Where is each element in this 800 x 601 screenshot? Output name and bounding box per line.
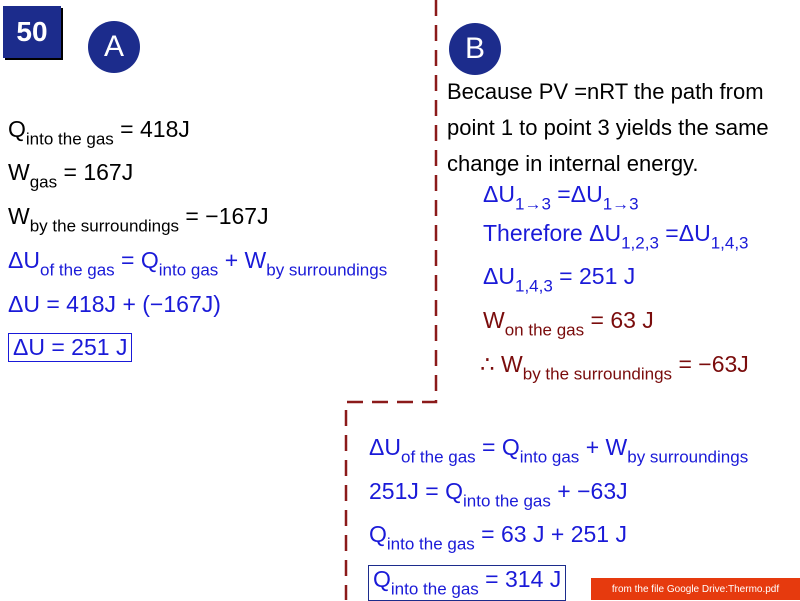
delta-u-result-box: ΔU = 251 J: [8, 333, 132, 362]
heat-into-gas-equation: $Q_{into the gas} = 418J$: [8, 116, 190, 149]
work-by-surroundings-result-equation: ∴ $W_{by the surroundings} = -63J$: [480, 351, 749, 384]
heat-sum-equation: $Q_{into the gas} = 63$ J + 251 J: [369, 521, 627, 554]
first-law-equation: $\Delta U_{of the gas} = Q_{into gas} + W_{by surroundings}$: [8, 247, 388, 280]
substitution-equation: $251J = Q_{into the gas} + -63J$: [369, 478, 628, 511]
heat-result-box: $Q_{into the gas} = 314$ J: [368, 565, 566, 601]
first-law-equation-b: $\Delta U_{of the gas} = Q_{into gas} + W_{by surroundings}$: [369, 434, 749, 467]
explanation-paragraph: Because PV =nRT the path from point 1 to point 3 yields the same change in internal energy.: [447, 79, 769, 176]
label-b-circle: B: [449, 23, 501, 75]
path-equality-equation: $\Delta U_{1\to 3} =\Delta U_{1\to 3}$: [483, 181, 639, 214]
delta-u-sum-equation: ΔU = 418J + (−167J): [8, 291, 221, 317]
therefore-equation: Therefore $\Delta U_{1,2,3} =\Delta U_{1,4,3}$: [483, 220, 749, 253]
slide-number: 50: [3, 6, 61, 58]
work-gas-equation: $W_{gas} = 167J$: [8, 159, 134, 192]
source-footer: from the file Google Drive:Thermo.pdf: [591, 578, 800, 600]
label-a-circle: A: [88, 21, 140, 73]
delta-u-143-equation: $\Delta U_{1,4,3} = 251$ J: [483, 263, 636, 296]
work-on-gas-equation: $W_{on the gas} = 63$ J: [483, 307, 654, 340]
work-by-surroundings-equation: $W_{by the surroundings} = -167J$: [8, 203, 269, 236]
